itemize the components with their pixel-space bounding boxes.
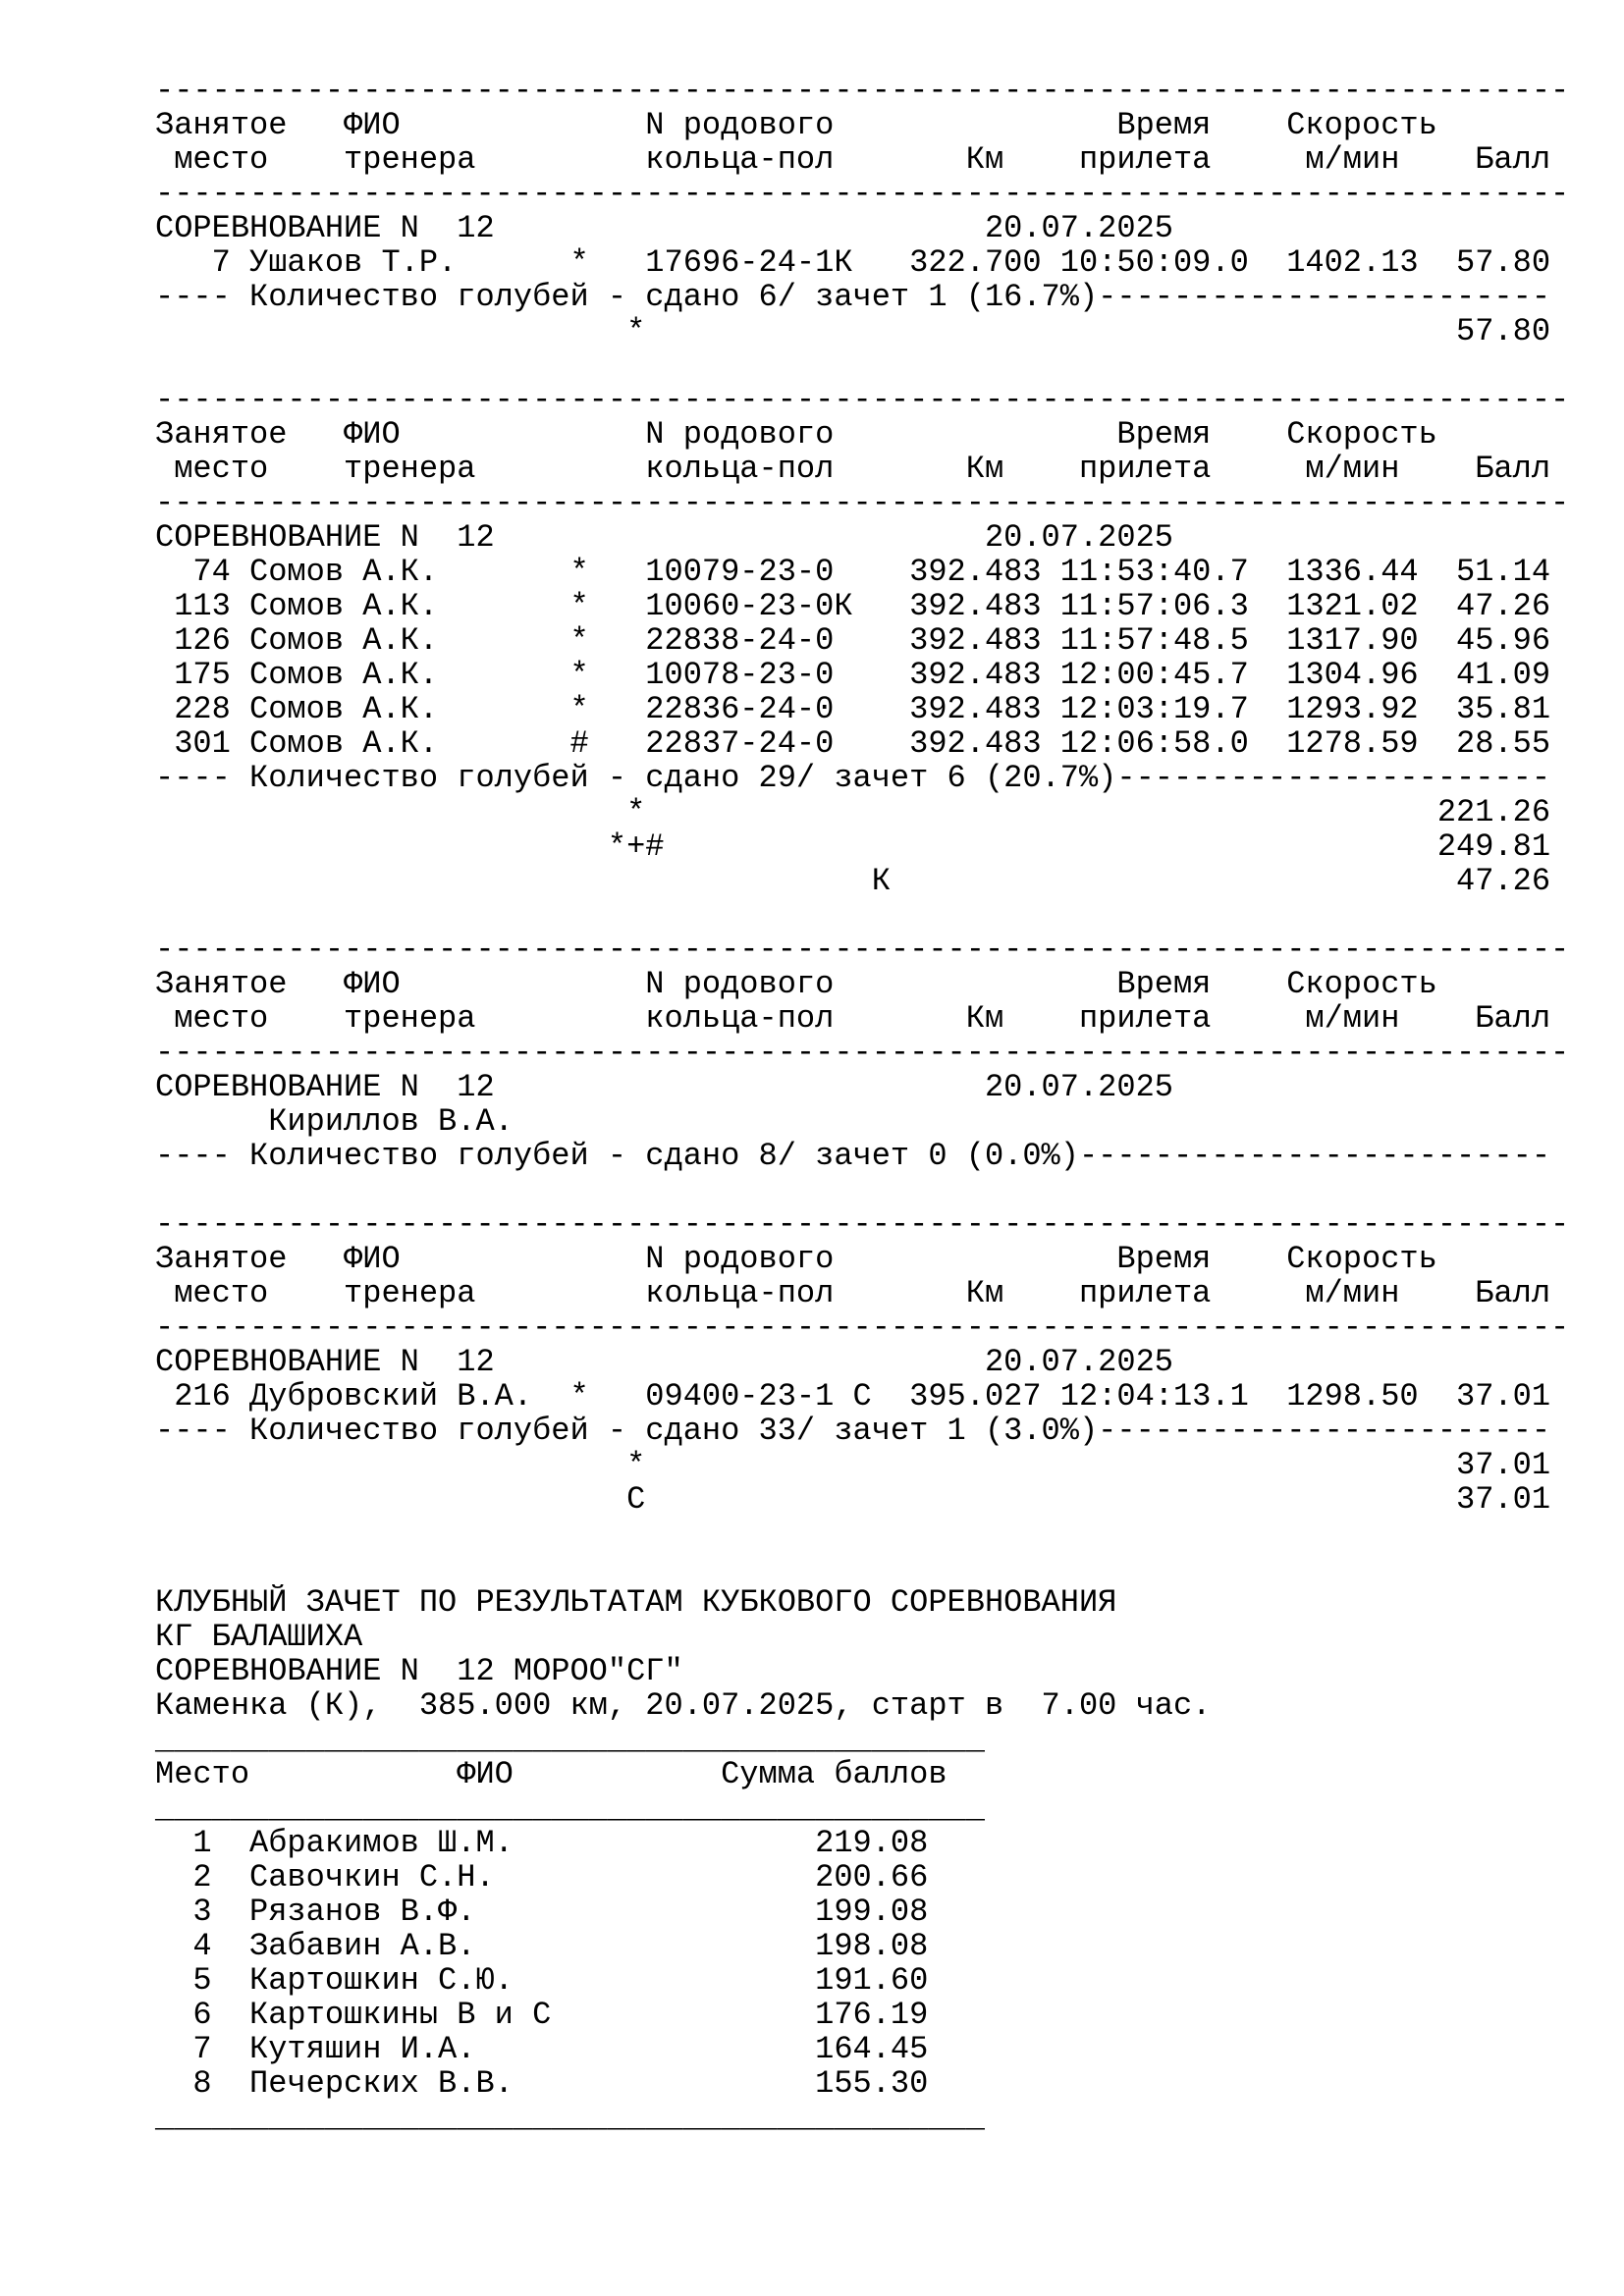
report-line: 113 Сомов А.К. * 10060-23-0К 392.483 11:57:06.3 1321.02 47.26 [155,588,1551,624]
report-line: Кириллов В.А. [155,1103,514,1140]
report-line: место тренера кольца-пол Км прилета м/мин Балл [155,1000,1551,1037]
report-line: --------------------------------------------------------------------------- [155,73,1570,109]
report-line: 3 Рязанов В.Ф. 199.08 [155,1894,929,1930]
report-line: СОРЕВНОВАНИЕ N 12 20.07.2025 [155,519,1173,556]
report-line: С 37.01 [155,1481,1551,1518]
report-line: --------------------------------------------------------------------------- [155,382,1570,418]
report-line [155,1517,1569,1551]
report-line [155,348,1569,383]
report-line: --------------------------------------------------------------------------- [155,932,1570,968]
report-line: ---- Количество голубей - сдано 29/ зачет 6 (20.7%)----------------------- [155,760,1551,796]
report-line: * 57.80 [155,313,1551,349]
report-line: СОРЕВНОВАНИЕ N 12 20.07.2025 [155,1069,1173,1105]
report-line: 2 Савочкин С.Н. 200.66 [155,1859,929,1896]
report-line: ____________________________________________ [155,1722,985,1758]
report-line: СОРЕВНОВАНИЕ N 12 20.07.2025 [155,1344,1173,1380]
report-line: 74 Сомов А.К. * 10079-23-0 392.483 11:53:40.7 1336.44 51.14 [155,554,1551,590]
report-line: ____________________________________________ [155,2100,985,2136]
report-line: Занятое ФИО N родового Время Скорость [155,416,1437,453]
report-line: 228 Сомов А.К. * 22836-24-0 392.483 12:03:19.7 1293.92 35.81 [155,691,1551,727]
report-line: Каменка (К), 385.000 км, 20.07.2025, старт в 7.00 час. [155,1687,1212,1724]
report-line: Место ФИО Сумма баллов [155,1756,947,1792]
race-report-text [155,74,1569,2135]
report-line: * 221.26 [155,794,1551,830]
report-line: *+# 249.81 [155,828,1551,865]
report-line: ---- Количество голубей - сдано 33/ зачет 1 (3.0%)------------------------ [155,1413,1551,1449]
report-line: --------------------------------------------------------------------------- [155,176,1570,212]
report-line: --------------------------------------------------------------------------- [155,1206,1570,1243]
report-line: 6 Картошкины В и С 176.19 [155,1997,929,2033]
report-line [155,898,1569,933]
report-line: СОРЕВНОВАНИЕ N 12 МОРОО"СГ" [155,1653,683,1689]
report-line: К 47.26 [155,863,1551,899]
report-line: * 37.01 [155,1447,1551,1483]
report-line: ____________________________________________ [155,1790,985,1827]
report-line: Занятое ФИО N родового Время Скорость [155,966,1437,1002]
report-line: 126 Сомов А.К. * 22838-24-0 392.483 11:57:48.5 1317.90 45.96 [155,622,1551,659]
report-line: Занятое ФИО N родового Время Скорость [155,1241,1437,1277]
report-line: место тренера кольца-пол Км прилета м/мин Балл [155,451,1551,487]
report-line: КГ БАЛАШИХА [155,1619,363,1655]
report-line [155,1551,1569,1585]
report-line: ---- Количество голубей - сдано 6/ зачет 1 (16.7%)------------------------ [155,279,1551,315]
report-line: --------------------------------------------------------------------------- [155,1035,1570,1071]
report-line: 7 Ушаков Т.Р. * 17696-24-1К 322.700 10:50:09.0 1402.13 57.80 [155,244,1551,281]
report-line: 301 Сомов А.К. # 22837-24-0 392.483 12:06:58.0 1278.59 28.55 [155,725,1551,762]
report-line: место тренера кольца-пол Км прилета м/мин Балл [155,1275,1551,1311]
report-line: --------------------------------------------------------------------------- [155,485,1570,521]
report-line: --------------------------------------------------------------------------- [155,1309,1570,1346]
report-line: 5 Картошкин С.Ю. 191.60 [155,1962,929,1999]
report-line: 7 Кутяшин И.А. 164.45 [155,2031,929,2067]
report-line: 4 Забавин А.В. 198.08 [155,1928,929,1964]
report-line: Занятое ФИО N родового Время Скорость [155,107,1437,143]
report-line: КЛУБНЫЙ ЗАЧЕТ ПО РЕЗУЛЬТАТАМ КУБКОВОГО СОРЕВНОВАНИЯ [155,1584,1117,1621]
report-line [155,1173,1569,1207]
report-line: ---- Количество голубей - сдано 8/ зачет 0 (0.0%)------------------------- [155,1138,1551,1174]
report-line: место тренера кольца-пол Км прилета м/мин Балл [155,141,1551,178]
report-line: 1 Абракимов Ш.М. 219.08 [155,1825,929,1861]
report-line: 8 Печерских В.В. 155.30 [155,2065,929,2102]
report-line: 216 Дубровский В.А. * 09400-23-1 С 395.027 12:04:13.1 1298.50 37.01 [155,1378,1551,1415]
report-line: СОРЕВНОВАНИЕ N 12 20.07.2025 [155,210,1173,246]
report-line: 175 Сомов А.К. * 10078-23-0 392.483 12:00:45.7 1304.96 41.09 [155,657,1551,693]
